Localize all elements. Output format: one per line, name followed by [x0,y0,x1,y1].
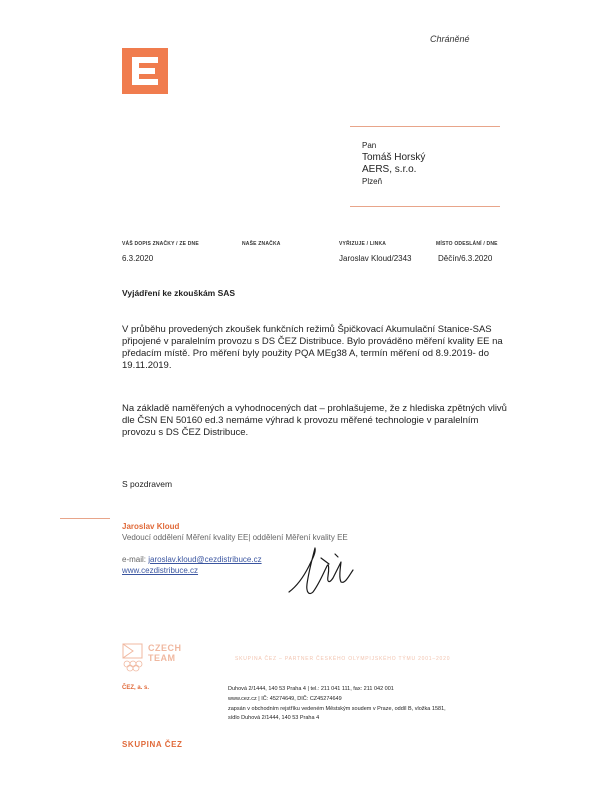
email-label: e-mail: [122,555,149,564]
email-link[interactable]: jaroslav.kloud@cezdistribuce.cz [148,555,262,564]
paragraph-declaration: Na základě naměřených a vyhodnocených dat – prohlašujeme, že z hlediska zpětných vlivů dle ČSN EN 50160 ed.3 nemáme výhrad k provozu měřené technologie v paralelním provozu s DS ČEZ Distribuce. [122,403,507,438]
company-name: ČEZ, a. s. [122,685,150,691]
cez-logo [122,48,168,94]
your-letter-label: VÁŠ DOPIS ZNAČKY / ZE DNE [122,241,199,247]
signer-email [122,555,262,564]
recipient-name: Tomáš Horský [362,152,426,163]
recipient-salutation: Pan [362,141,377,150]
czech-flag-rings-icon [122,642,146,674]
your-letter-value: 6.3.2020 [122,254,154,263]
handled-by-label: VYŘIZUJE / LINKA [339,241,387,247]
recipient-company: AERS, s.r.o. [362,164,417,175]
place-date-value: Děčín/6.3.2020 [438,254,493,263]
address-line-4: sídlo Duhová 2/1444, 140 53 Praha 4 [228,715,320,721]
address-line-2: www.cez.cz | IČ: 45274649, DIČ: CZ45274649 [228,696,342,702]
classification-label: Chráněné [430,34,470,44]
group-name: SKUPINA ČEZ [122,740,183,749]
greeting: S pozdravem [122,479,173,489]
signer-name: Jaroslav Kloud [122,522,180,531]
signature-divider [60,518,110,519]
recipient-city: Plzeň [362,177,383,186]
czech-team-logo [122,642,192,674]
place-date-label: MÍSTO ODESLÁNÍ / DNE [436,241,498,247]
address-line-3: zapsán v obchodním rejstříku vedeném Městským soudem v Praze, oddíl B, vložka 1581, [228,706,446,712]
signer-website [122,566,198,575]
signer-role: Vedoucí oddělení Měření kvality EE| oddělení Měření kvality EE [122,533,348,542]
recipient-top-divider [350,126,500,127]
our-ref-label: NAŠE ZNAČKA [242,241,281,247]
recipient-bottom-divider [350,206,500,207]
czech-team-line1: CZECH [148,643,182,653]
address-line-1: Duhová 2/1444, 140 53 Praha 4 | tel.: 211 041 111, fax: 211 042 001 [228,686,394,692]
letter-subject: Vyjádření ke zkouškám SAS [122,288,236,298]
olympic-slogan: SKUPINA ČEZ – PARTNER ČESKÉHO OLYMPIJSKÉHO TÝMU 2001–2020 [235,656,451,662]
handwritten-signature [283,540,373,600]
recipient-address [362,140,425,188]
handled-by-value: Jaroslav Kloud/2343 [339,254,412,263]
czech-team-line2: TEAM [148,653,176,663]
paragraph-measurement: V průběhu provedených zkoušek funkčních režimů Špičkovací Akumulační Stanice-SAS připojené v paralelním provozu s DS ČEZ Distribuce. Bylo prováděno měření kvality EE na předacím místě. Pro měření byly použity PQA MEg38 A, termín měření od 8.9.2019- do 19.11.2019. [122,324,503,371]
website-link[interactable]: www.cezdistribuce.cz [122,566,199,575]
